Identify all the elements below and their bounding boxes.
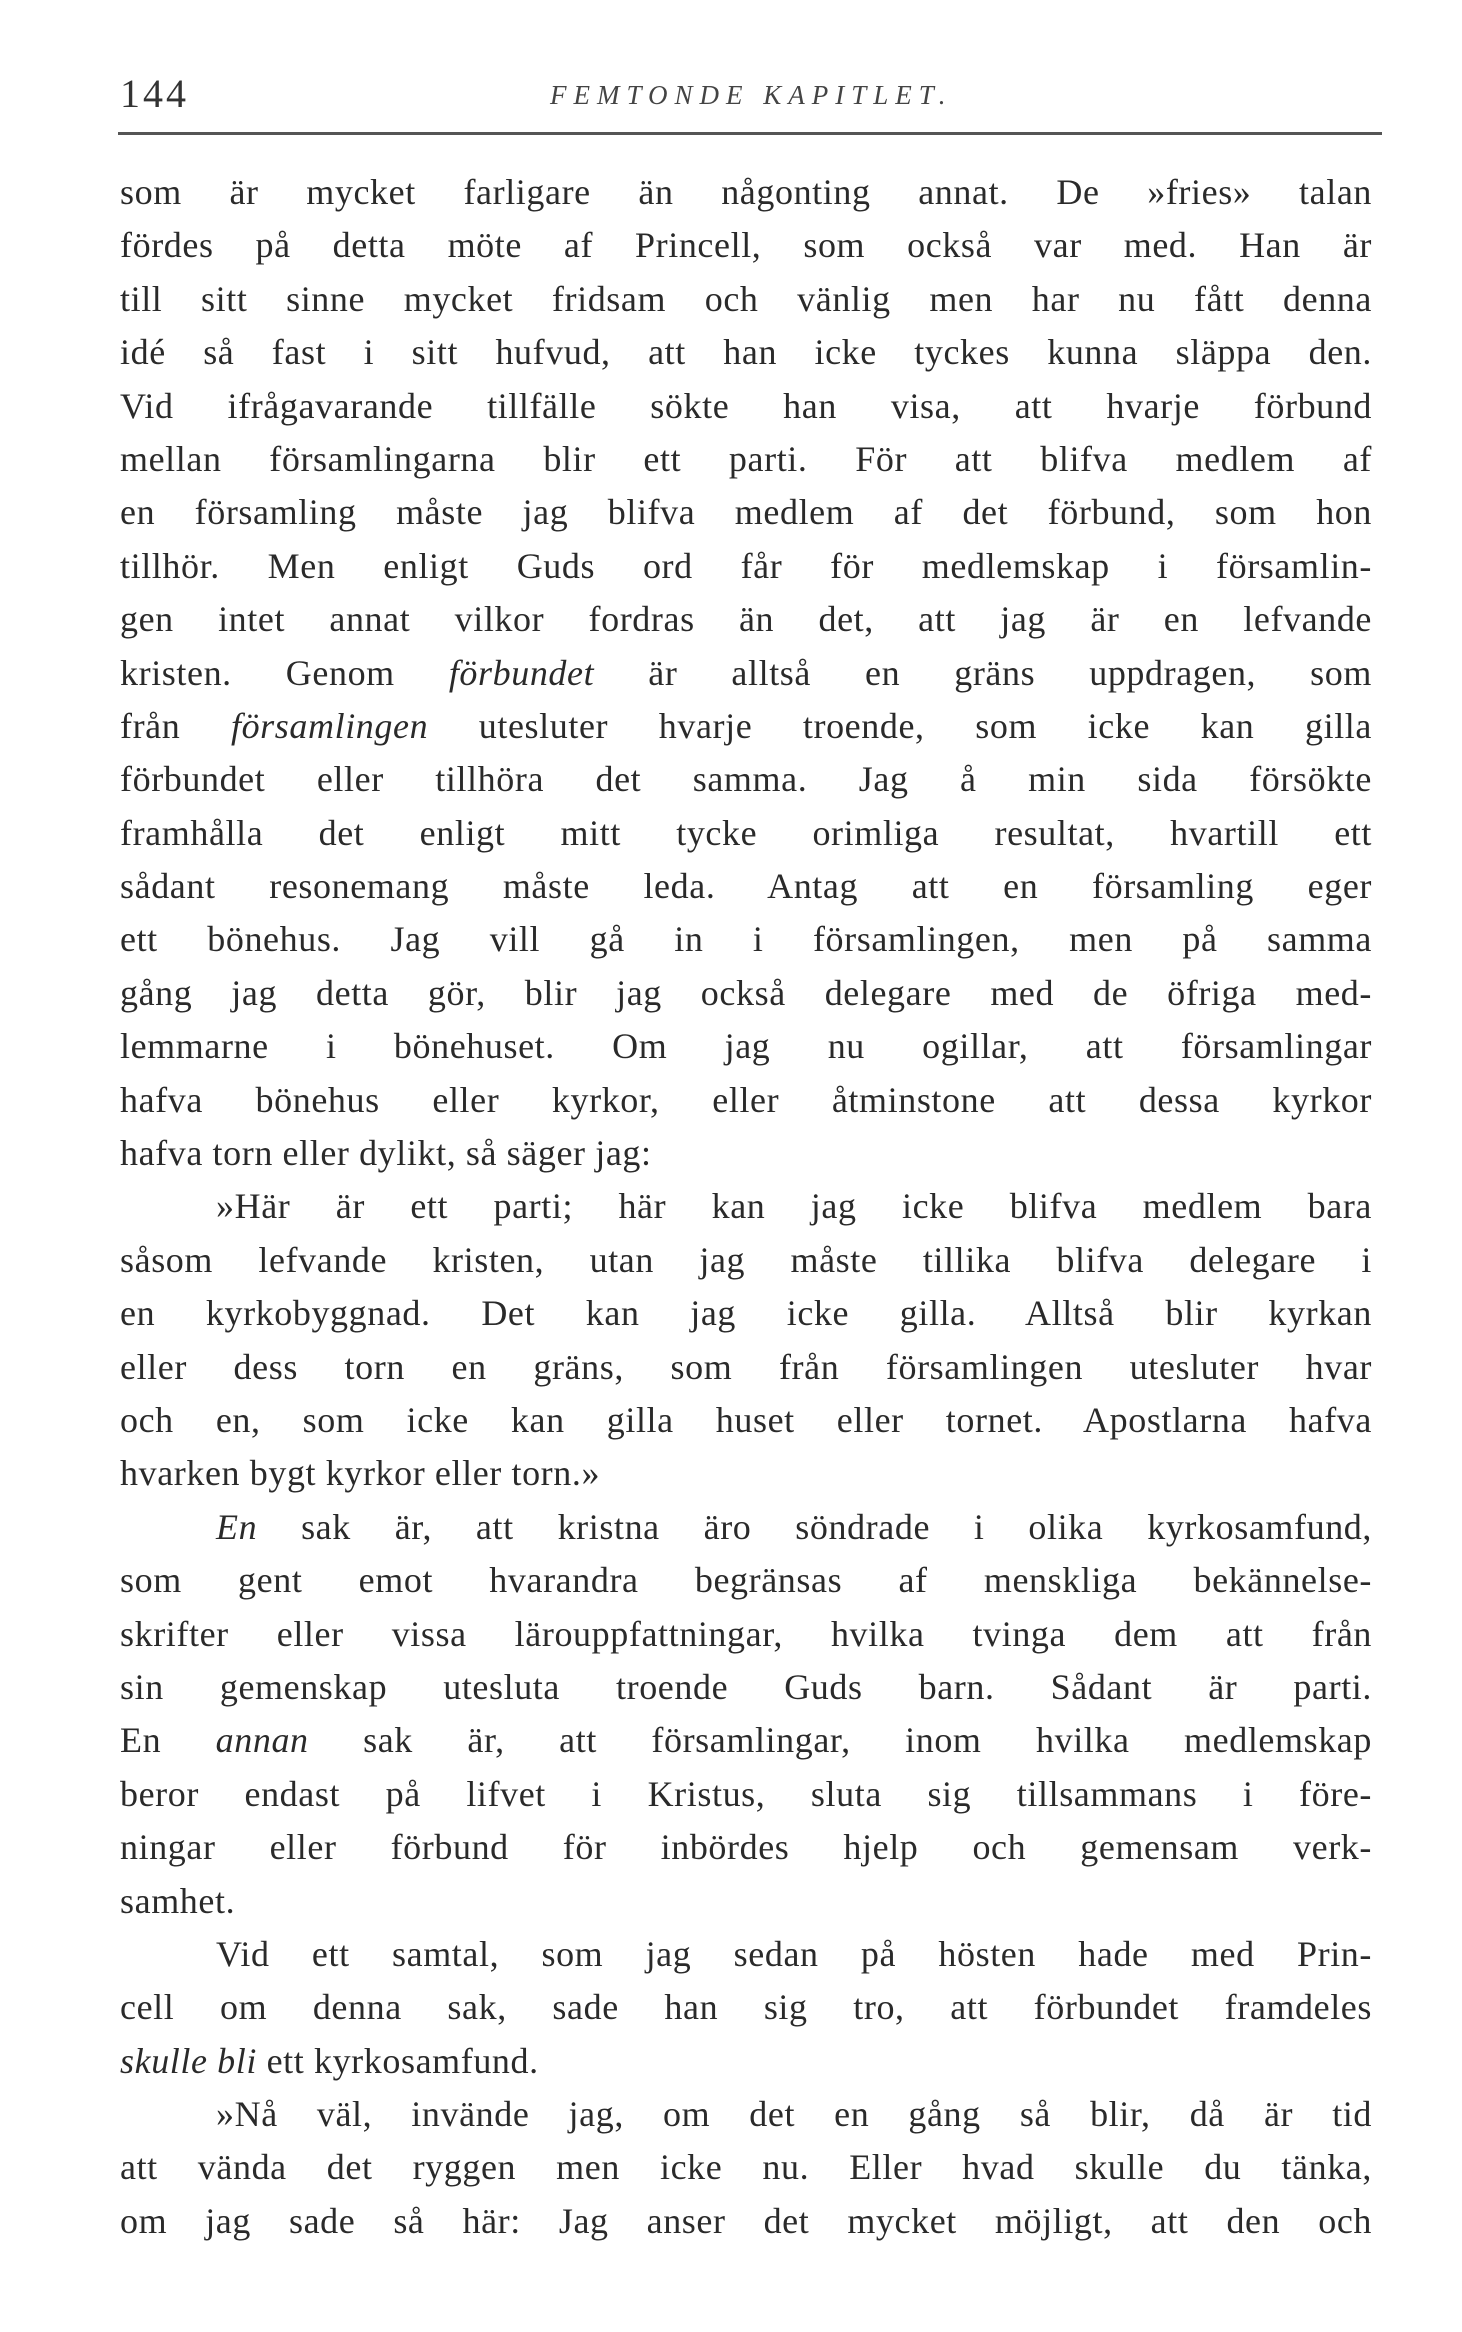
text-segment: sak är, att kristna äro söndrade i olika kyrkosamfund, xyxy=(257,1506,1372,1547)
text-line xyxy=(120,1020,1372,1073)
text-segment: gång jag detta gör, blir jag också delegare med de öfriga med- xyxy=(120,972,1372,1013)
text-segment: cell om denna sak, sade han sig tro, att förbundet framdeles xyxy=(120,1987,1372,2028)
page-header xyxy=(120,70,1382,134)
text-segment: eller dess torn en gräns, som från församlingen utesluter hvar xyxy=(120,1346,1372,1387)
text-line xyxy=(120,1501,1372,1554)
text-line xyxy=(120,753,1372,806)
text-segment: gen intet annat vilkor fordras än det, att jag är en lefvande xyxy=(120,599,1372,640)
text-line xyxy=(120,2141,1372,2194)
text-line xyxy=(120,1074,1372,1127)
italic-text: förbundet xyxy=(448,652,595,693)
body-text xyxy=(120,166,1372,2248)
text-line xyxy=(120,1928,1372,1981)
text-line xyxy=(120,1714,1372,1767)
text-line xyxy=(120,1554,1372,1607)
header-rule xyxy=(118,132,1382,135)
text-line xyxy=(120,380,1372,433)
text-line xyxy=(120,326,1372,379)
text-segment: »Här är ett parti; här kan jag icke blifva medlem bara xyxy=(216,1186,1372,1227)
text-line xyxy=(120,1821,1372,1874)
text-segment: skrifter eller vissa lärouppfattningar, hvilka tvinga dem att från xyxy=(120,1613,1372,1654)
text-line xyxy=(120,647,1372,700)
text-segment: är alltså en gräns uppdragen, som xyxy=(594,652,1372,693)
text-segment: ningar eller förbund för inbördes hjelp och gemensam verk- xyxy=(120,1827,1372,1868)
text-segment: som är mycket farligare än någonting annat. De »fries» talan xyxy=(120,172,1372,212)
text-line xyxy=(120,1981,1372,2034)
text-segment: samhet. xyxy=(120,1880,236,1921)
text-segment: hvarken bygt kyrkor eller torn.» xyxy=(120,1453,601,1494)
text-line xyxy=(120,1608,1372,1661)
text-segment: som gent emot hvarandra begränsas af menskliga bekännelse- xyxy=(120,1560,1372,1601)
text-line xyxy=(120,1394,1372,1447)
page-number: 144 xyxy=(120,71,189,116)
text-segment: beror endast på lifvet i Kristus, sluta sig tillsammans i före- xyxy=(120,1773,1372,1814)
text-line xyxy=(120,433,1372,486)
italic-text: annan xyxy=(215,1720,309,1761)
text-segment: att vända det ryggen men icke nu. Eller hvad skulle du tänka, xyxy=(120,2147,1372,2188)
text-line xyxy=(120,1234,1372,1287)
text-line xyxy=(120,1127,1372,1180)
italic-text: församlingen xyxy=(230,705,429,746)
text-segment: fördes på detta möte af Princell, som också var med. Han är xyxy=(120,225,1372,266)
text-line xyxy=(120,700,1372,753)
text-line xyxy=(120,1287,1372,1340)
text-segment: idé så fast i sitt hufvud, att han icke tyckes kunna släppa den. xyxy=(120,332,1372,373)
text-line xyxy=(120,219,1372,272)
text-segment: framhålla det enligt mitt tycke orimliga resultat, hvartill ett xyxy=(120,812,1372,853)
text-line xyxy=(120,860,1372,913)
text-line xyxy=(120,1768,1372,1821)
text-segment: lemmarne i bönehuset. Om jag nu ogillar, att församlingar xyxy=(120,1026,1372,1067)
text-segment: förbundet eller tillhöra det samma. Jag å min sida försökte xyxy=(120,759,1372,800)
text-line xyxy=(120,2195,1372,2248)
text-line xyxy=(120,273,1372,326)
text-segment: en kyrkobyggnad. Det kan jag icke gilla. Alltså blir kyrkan xyxy=(120,1293,1372,1334)
text-line xyxy=(120,593,1372,646)
text-segment: Vid ifrågavarande tillfälle sökte han visa, att hvarje förbund xyxy=(120,385,1372,426)
text-segment: ett kyrkosamfund. xyxy=(256,2040,539,2081)
text-segment: om jag sade så här: Jag anser det mycket möjligt, att den och xyxy=(120,2200,1372,2241)
text-segment: hafva bönehus eller kyrkor, eller åtminstone att dessa kyrkor xyxy=(120,1079,1372,1120)
text-segment: sin gemenskap utesluta troende Guds barn. Sådant är parti. xyxy=(120,1666,1372,1707)
text-segment: utesluter hvarje troende, som icke kan gilla xyxy=(428,705,1372,746)
text-line xyxy=(120,1875,1372,1928)
text-segment: hafva torn eller dylikt, så säger jag: xyxy=(120,1133,652,1174)
text-segment: såsom lefvande kristen, utan jag måste tillika blifva delegare i xyxy=(120,1239,1372,1280)
text-line xyxy=(120,967,1372,1020)
text-line xyxy=(120,2035,1372,2088)
text-line xyxy=(120,1180,1372,1233)
text-segment: kristen. Genom xyxy=(120,652,449,693)
text-line xyxy=(120,807,1372,860)
text-line xyxy=(120,540,1372,593)
text-line xyxy=(120,486,1372,539)
text-segment: »Nå väl, invände jag, om det en gång så blir, då är tid xyxy=(216,2094,1372,2135)
text-line xyxy=(120,2088,1372,2141)
text-segment: mellan församlingarna blir ett parti. För att blifva medlem af xyxy=(120,438,1372,479)
text-segment: sådant resonemang måste leda. Antag att en församling eger xyxy=(120,866,1372,907)
text-segment: och en, som icke kan gilla huset eller tornet. Apostlarna hafva xyxy=(120,1399,1372,1440)
italic-text: En xyxy=(216,1506,258,1547)
text-segment: Vid ett samtal, som jag sedan på hösten hade med Prin- xyxy=(216,1933,1372,1974)
text-line xyxy=(120,1661,1372,1714)
text-line xyxy=(120,1341,1372,1394)
italic-text: skulle bli xyxy=(120,2040,257,2081)
text-segment: ett bönehus. Jag vill gå in i församlingen, men på samma xyxy=(120,919,1372,960)
text-segment: tillhör. Men enligt Guds ord får för medlemskap i församlin- xyxy=(120,545,1372,586)
text-segment: sak är, att församlingar, inom hvilka medlemskap xyxy=(308,1720,1372,1761)
text-line xyxy=(120,913,1372,966)
text-segment: En xyxy=(120,1720,216,1761)
text-line xyxy=(120,166,1372,219)
text-segment: från xyxy=(120,705,231,746)
text-segment: till sitt sinne mycket fridsam och vänlig men har nu fått denna xyxy=(120,278,1372,319)
text-segment: en församling måste jag blifva medlem af det förbund, som hon xyxy=(120,492,1372,533)
text-line xyxy=(120,1447,1372,1500)
running-head: FEMTONDE KAPITLET. xyxy=(550,80,953,110)
